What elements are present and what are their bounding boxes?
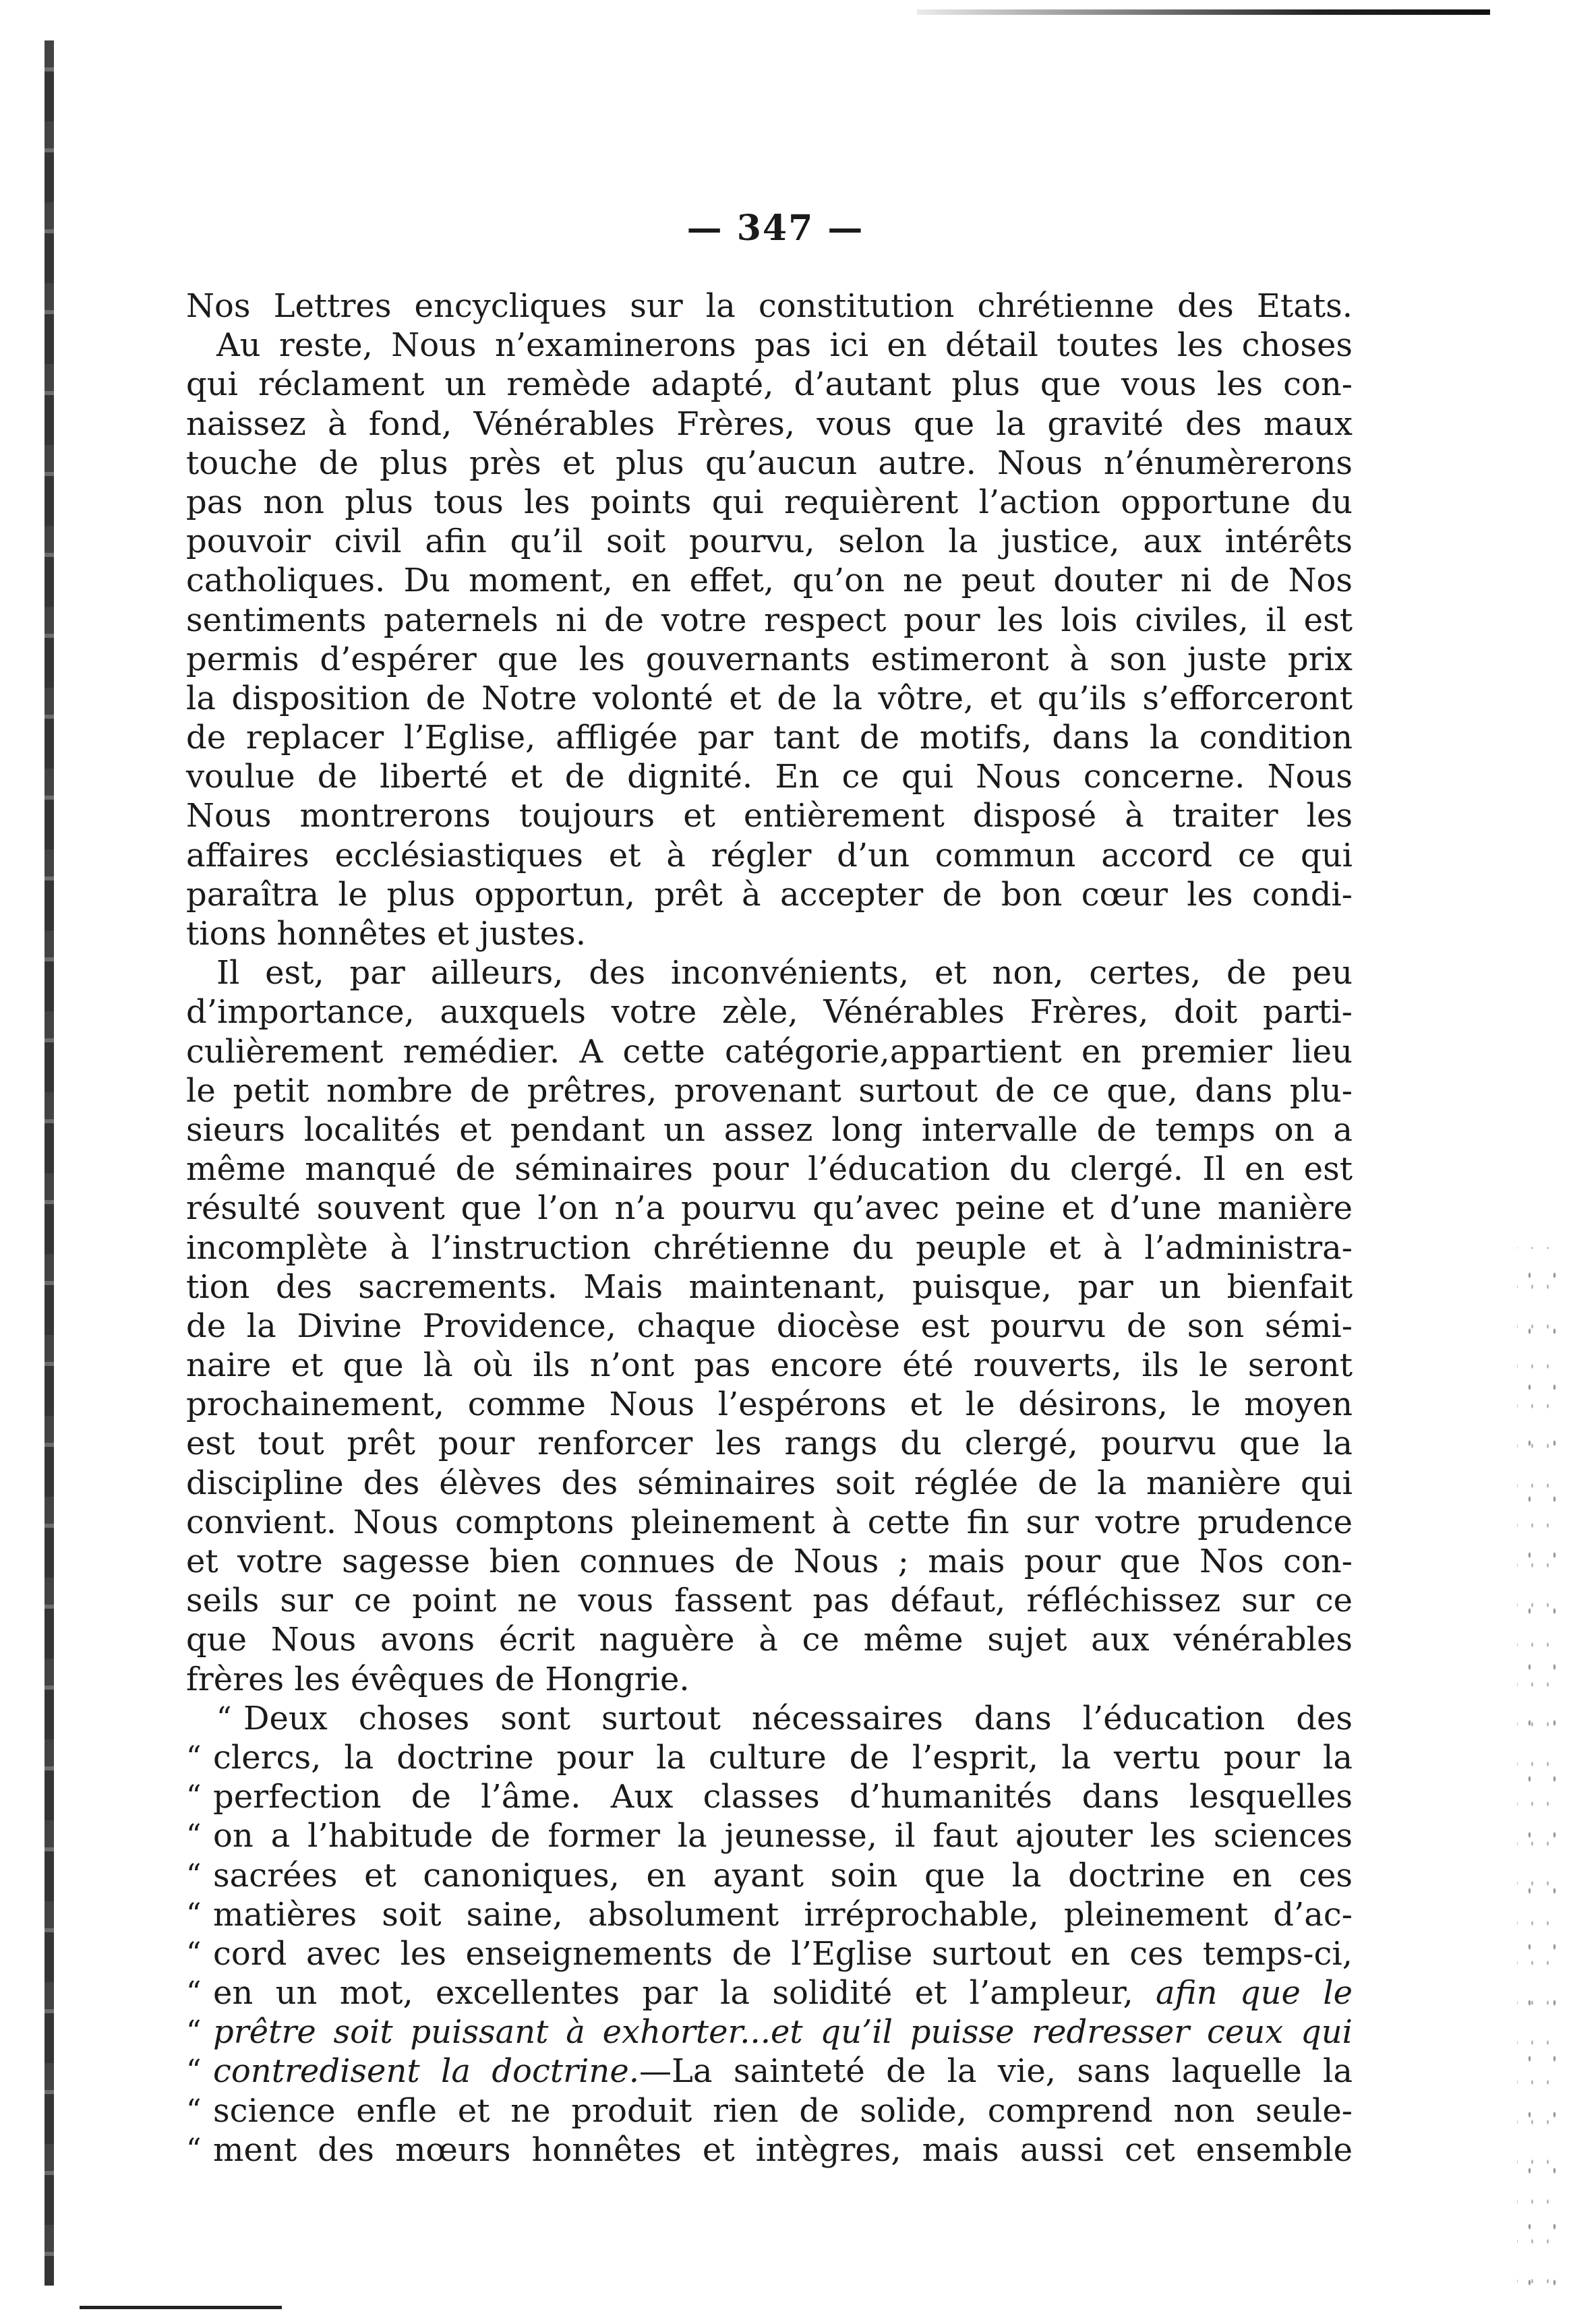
binding-edge bbox=[45, 40, 54, 2286]
top-edge-rule bbox=[917, 9, 1490, 15]
text-line: même manqué de séminaires pour l’éducation du clergé. Il en est bbox=[186, 1150, 1353, 1189]
paper-specks bbox=[1517, 1247, 1558, 2299]
text-line: et votre sagesse bien connues de Nous ; mais pour que Nos con- bbox=[186, 1543, 1353, 1580]
text-line: permis d’espérer que les gouvernants estimeront à son juste prix bbox=[186, 640, 1353, 678]
page-number: — 347 — bbox=[686, 208, 864, 249]
text-line: culièrement remédier. A cette catégorie,appartient en premier lieu bbox=[186, 1032, 1353, 1071]
text-line: affaires ecclésiastiques et à régler d’un commun accord ce qui bbox=[186, 836, 1353, 874]
quote-line: “ ment des mœurs honnêtes et intègres, mais aussi cet ensemble bbox=[186, 2131, 1353, 2170]
quote-line: “ en un mot, excellentes par la solidité et l’ampleur, afin que le bbox=[186, 1973, 1353, 2013]
text-line: voulue de liberté et de dignité. En ce qui Nous concerne. Nous bbox=[186, 758, 1353, 796]
text-line: naissez à fond, Vénérables Frères, vous que la gravité des maux bbox=[186, 405, 1353, 443]
text-line: prochainement, comme Nous l’espérons et le désirons, le moyen bbox=[186, 1386, 1353, 1424]
text-line: de la Divine Providence, chaque diocèse est pourvu de son sémi- bbox=[186, 1307, 1353, 1345]
bottom-edge-rule bbox=[80, 2306, 282, 2309]
quote-line: “ prêtre soit puissant à exhorter...et qu’il puisse redresser ceux qui bbox=[186, 2013, 1353, 2052]
text-line: seils sur ce point ne vous fassent pas défaut, réfléchissez sur ce bbox=[186, 1582, 1353, 1620]
quote-line: “ contredisent la doctrine.—La sainteté de la vie, sans laquelle la bbox=[186, 2052, 1353, 2091]
text-line: naire et que là où ils n’ont pas encore été rouverts, ils le seront bbox=[186, 1346, 1353, 1385]
quote-line: “ on a l’habitude de former la jeunesse, il faut ajouter les sciences bbox=[186, 1816, 1353, 1855]
body-text bbox=[186, 287, 1353, 2170]
quote-line: “ perfection de l’âme. Aux classes d’humanités dans lesquelles bbox=[186, 1777, 1353, 1816]
quote-line: “ science enfle et ne produit rien de solide, comprend non seule- bbox=[186, 2091, 1353, 2131]
quote-line: “ matières soit saine, absolument irréprochable, pleinement d’ac- bbox=[186, 1895, 1353, 1934]
text-line: sentiments paternels ni de votre respect pour les lois civiles, il est bbox=[186, 601, 1353, 639]
text-line: de replacer l’Eglise, affligée par tant de motifs, dans la condition bbox=[186, 719, 1353, 757]
text-line: résulté souvent que l’on n’a pourvu qu’avec peine et d’une manière bbox=[186, 1189, 1353, 1228]
text-line: convient. Nous comptons pleinement à cette fin sur votre prudence bbox=[186, 1503, 1353, 1541]
quote-line: “ Deux choses sont surtout nécessaires dans l’éducation des bbox=[216, 1699, 1353, 1738]
text-line: incomplète à l’instruction chrétienne du peuple et à l’administra- bbox=[186, 1228, 1353, 1267]
text-line: Il est, par ailleurs, des inconvénients, et non, certes, de peu bbox=[216, 954, 1353, 992]
text-line: tions honnêtes et justes. bbox=[186, 915, 586, 953]
text-line: la disposition de Notre volonté et de la vôtre, et qu’ils s’efforceront bbox=[186, 679, 1353, 717]
quote-line: “ clercs, la doctrine pour la culture de l’esprit, la vertu pour la bbox=[186, 1738, 1353, 1777]
quote-line: “ cord avec les enseignements de l’Eglise surtout en ces temps-ci, bbox=[186, 1934, 1353, 1973]
text-line: paraîtra le plus opportun, prêt à accepter de bon cœur les condi- bbox=[186, 875, 1353, 914]
text-line: sieurs localités et pendant un assez long intervalle de temps on a bbox=[186, 1110, 1353, 1149]
text-line: pas non plus tous les points qui requièrent l’action opportune du bbox=[186, 483, 1353, 521]
text-line: frères les évêques de Hongrie. bbox=[186, 1660, 690, 1698]
text-line: touche de plus près et plus qu’aucun autre. Nous n’énumèrerons bbox=[186, 444, 1353, 482]
quote-line: “ sacrées et canoniques, en ayant soin que la doctrine en ces bbox=[186, 1856, 1353, 1895]
text-line: Nous montrerons toujours et entièrement disposé à traiter les bbox=[186, 797, 1353, 835]
text-line: qui réclament un remède adapté, d’autant plus que vous les con- bbox=[186, 365, 1353, 404]
text-line: catholiques. Du moment, en effet, qu’on ne peut douter ni de Nos bbox=[186, 562, 1353, 600]
text-line: Nos Lettres encycliques sur la constitution chrétienne des Etats. bbox=[186, 287, 1353, 325]
text-line: d’importance, auxquels votre zèle, Vénérables Frères, doit parti- bbox=[186, 993, 1353, 1032]
text-line: est tout prêt pour renforcer les rangs du clergé, pourvu que la bbox=[186, 1425, 1353, 1463]
text-line: discipline des élèves des séminaires soit réglée de la manière qui bbox=[186, 1464, 1353, 1502]
text-line: tion des sacrements. Mais maintenant, puisque, par un bienfait bbox=[186, 1268, 1353, 1306]
text-line: Au reste, Nous n’examinerons pas ici en détail toutes les choses bbox=[216, 326, 1353, 365]
text-line: le petit nombre de prêtres, provenant surtout de ce que, dans plu- bbox=[186, 1071, 1353, 1110]
text-line: que Nous avons écrit naguère à ce même sujet aux vénérables bbox=[186, 1621, 1353, 1659]
text-line: pouvoir civil afin qu’il soit pourvu, selon la justice, aux intérêts bbox=[186, 523, 1353, 561]
